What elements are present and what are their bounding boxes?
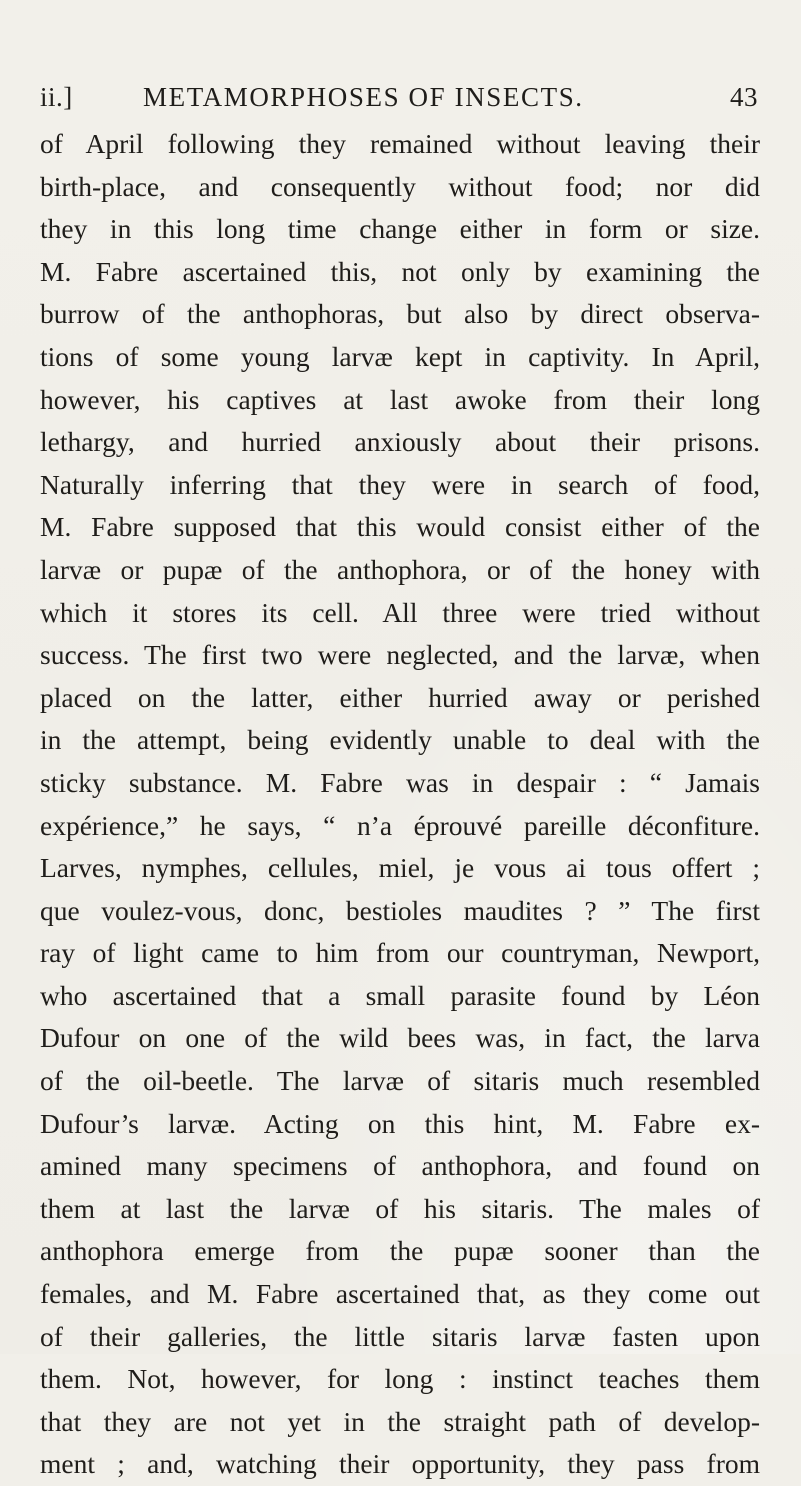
- text-line: tions of some young larvæ kept in captivity. In April,: [40, 340, 760, 372]
- text-line: of the oil-beetle. The larvæ of sitaris much resembled: [40, 1065, 760, 1097]
- text-line: success. The first two were neglected, and the larvæ, when: [40, 639, 760, 671]
- text-line: anthophora emerge from the pupæ sooner than the: [40, 1235, 760, 1267]
- text-line: Larves, nymphes, cellules, miel, je vous ai tous offert ;: [40, 852, 760, 884]
- page-header: [40, 82, 760, 122]
- text-line: which it stores its cell. All three were tried without: [40, 596, 760, 628]
- text-line: Dufour’s larvæ. Acting on this hint, M. Fabre ex-: [40, 1107, 760, 1139]
- text-line: que voulez-vous, donc, bestioles maudites ? ” The first: [40, 894, 760, 926]
- text-line: burrow of the anthophoras, but also by direct observa-: [40, 298, 760, 330]
- text-line: of their galleries, the little sitaris larvæ fasten upon: [40, 1320, 760, 1352]
- text-line: of April following they remained without leaving their: [40, 128, 760, 159]
- text-line: lethargy, and hurried anxiously about their prisons.: [40, 426, 760, 458]
- text-line: females, and M. Fabre ascertained that, as they come out: [40, 1278, 760, 1310]
- text-line: Dufour on one of the wild bees was, in fact, the larva: [40, 1022, 760, 1054]
- text-line: M. Fabre supposed that this would consist either of the: [40, 511, 760, 543]
- page-number: 43: [730, 82, 758, 112]
- chapter-marker: ii.]: [40, 82, 73, 112]
- text-line: expérience,” he says, “ n’a éprouvé pareille déconfiture.: [40, 809, 760, 841]
- text-line: larvæ or pupæ of the anthophora, or of the honey with: [40, 553, 760, 585]
- text-line: ray of light came to him from our countryman, Newport,: [40, 937, 760, 969]
- text-line: them at last the larvæ of his sitaris. The males of: [40, 1192, 760, 1224]
- text-line: ment ; and, watching their opportunity, they pass from: [40, 1448, 760, 1480]
- text-line: sticky substance. M. Fabre was in despair : “ Jamais: [40, 766, 760, 798]
- body-text: [40, 123, 760, 1486]
- text-line: Naturally inferring that they were in search of food,: [40, 468, 760, 500]
- text-line: amined many specimens of anthophora, and found on: [40, 1150, 760, 1182]
- text-line: in the attempt, being evidently unable to deal with the: [40, 724, 760, 756]
- running-title: METAMORPHOSES OF INSECTS.: [143, 82, 584, 112]
- text-line: however, his captives at last awoke from their long: [40, 383, 760, 415]
- text-line: they in this long time change either in form or size.: [40, 213, 760, 245]
- text-line: placed on the latter, either hurried away or perished: [40, 681, 760, 713]
- text-line: who ascertained that a small parasite found by Léon: [40, 979, 760, 1011]
- text-line: birth-place, and consequently without food; nor did: [40, 170, 760, 202]
- text-line: M. Fabre ascertained this, not only by examining the: [40, 255, 760, 287]
- text-line: them. Not, however, for long : instinct teaches them: [40, 1363, 760, 1395]
- text-line: that they are not yet in the straight path of develop-: [40, 1405, 760, 1437]
